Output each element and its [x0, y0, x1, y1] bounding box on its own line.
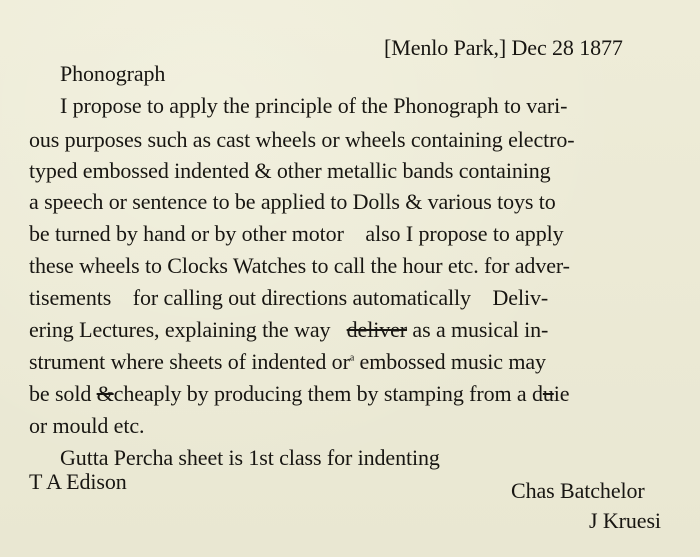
body-line-7: tisements for calling out directions automatically Deliv- — [29, 285, 549, 310]
line9-after: embossed music may — [354, 349, 546, 374]
body-line-3: typed embossed indented & other metallic bands containing — [29, 158, 551, 183]
body-line-6: these wheels to Clocks Watches to call the hour etc. for adver- — [29, 253, 570, 278]
body-line-8 — [29, 318, 548, 342]
body-line-11: or mould etc. — [29, 413, 145, 438]
line10-after: ie — [553, 381, 570, 406]
body-line-10 — [29, 382, 569, 406]
footnote-marker: a — [349, 352, 355, 364]
signature-batchelor: Chas Batchelor — [511, 478, 645, 503]
line10-before: be sold — [29, 381, 97, 406]
body-line-9 — [29, 350, 546, 374]
signature-kruesi: J Kruesi — [589, 508, 661, 533]
struck-ampersand: & — [96, 381, 114, 406]
document-title: Phonograph — [60, 61, 166, 86]
line10-middle: cheaply by producing them by stamping from a d — [113, 381, 543, 406]
body-line-4: a speech or sentence to be applied to Dolls & various toys to — [29, 189, 556, 214]
line8-after: as a musical in- — [407, 317, 549, 342]
struck-word-deliver: deliver — [346, 317, 408, 342]
date-header: [Menlo Park,] Dec 28 1877 — [384, 35, 623, 60]
body-line-2: ous purposes such as cast wheels or wheels containing electro- — [29, 127, 575, 152]
struck-letter-u: u — [542, 381, 554, 406]
body-line-1: I propose to apply the principle of the Phonograph to vari- — [60, 93, 568, 118]
line8-before: ering Lectures, explaining the way — [29, 317, 347, 342]
postscript-line: Gutta Percha sheet is 1st class for indenting — [60, 445, 440, 470]
signature-edison: T A Edison — [29, 469, 127, 494]
body-line-5: be turned by hand or by other motor also I propose to apply — [29, 221, 564, 246]
line9-before: strument where sheets of indented or — [29, 349, 350, 374]
